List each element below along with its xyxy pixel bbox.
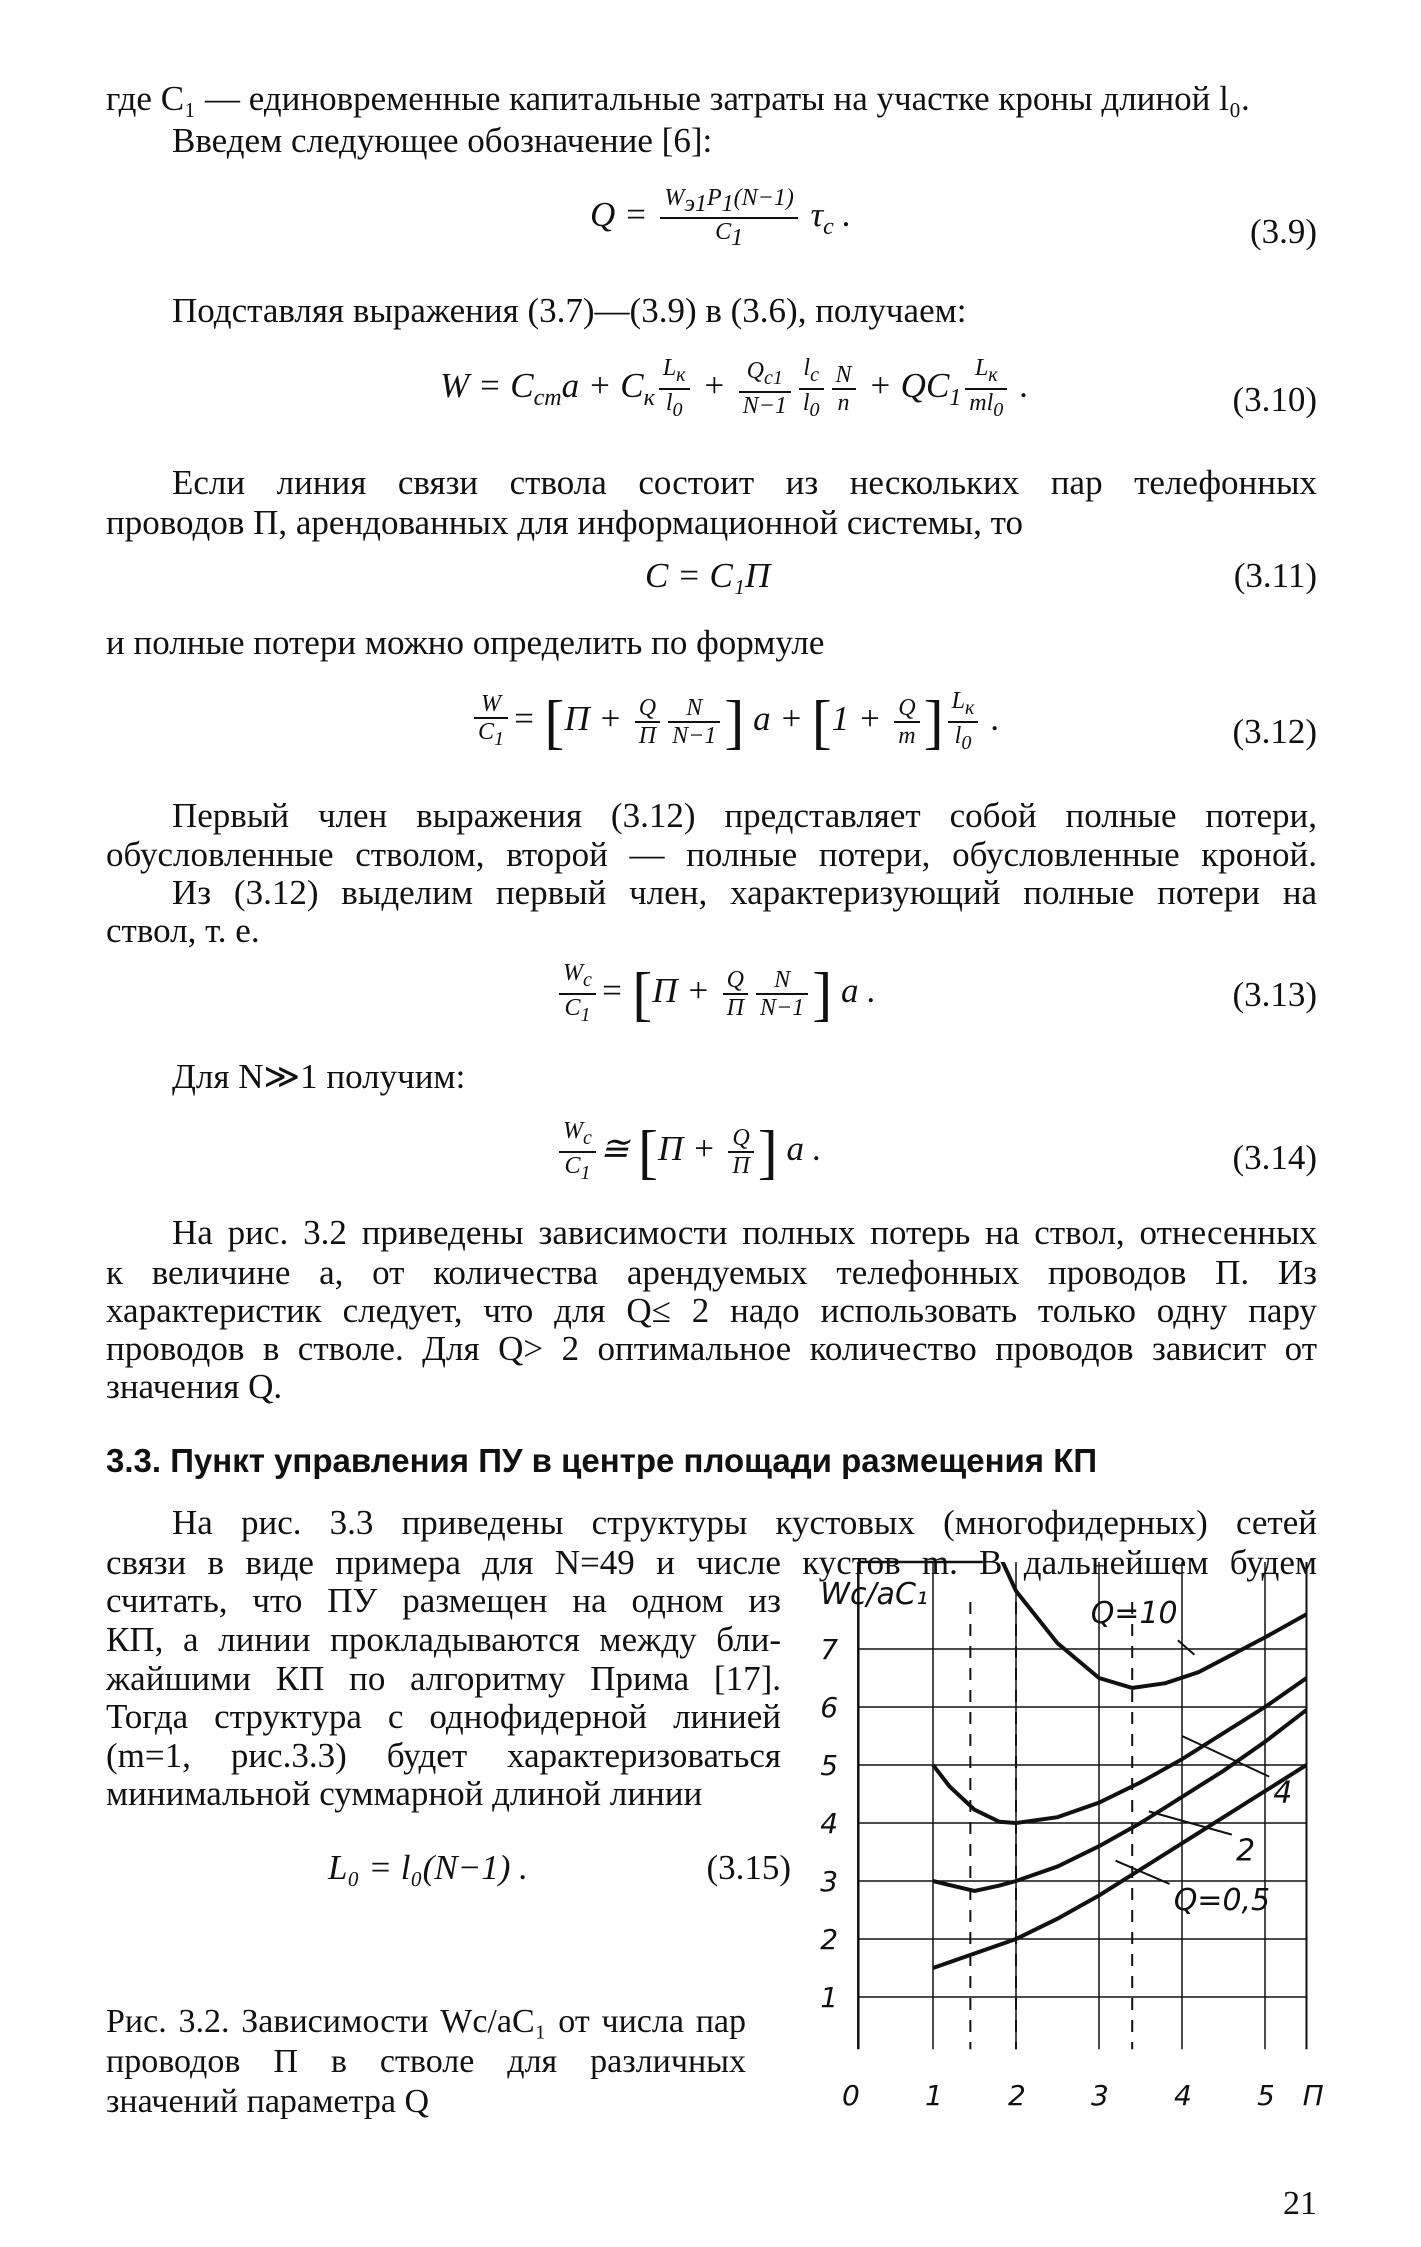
y-tick-label: 5 <box>820 1749 839 1782</box>
text-line: Подставляя выражения (3.7)—(3.9) в (3.6), получаем: <box>172 291 967 330</box>
equation-3-14: $\frac{W_c}{C_1}$ ≅ [П + $\frac{Q}{П}$ ] a . <box>555 1118 821 1186</box>
text-line: Тогда структура с однофидерной линией <box>106 1697 781 1736</box>
page-number: 21 <box>1283 2185 1317 2222</box>
equation-number: (3.14) <box>1232 1138 1317 1177</box>
text-line: Из (3.12) выделим первый член, характеризующий полные потери на <box>172 873 1317 912</box>
y-tick-label: 7 <box>820 1633 839 1666</box>
equation-number: (3.12) <box>1232 712 1317 751</box>
x-tick-label: 3 <box>1091 2079 1109 2112</box>
equation-3-10: $W = C_{ст}a + C_к$ $\frac{L_к}{l_0}$ + $\frac{Q_{c1}}{N-1}$ $\frac{l_c}{l_0}$ $\frac{N}{n}$ + $QC_1$ $\frac{L_к}{ml_0}$ . <box>440 355 1029 421</box>
x-tick-label: 4 <box>1174 2079 1192 2112</box>
equation-3-15: L₀ = l₀(N−1) . <box>328 1848 528 1887</box>
equation-number: (3.13) <box>1232 975 1317 1014</box>
text-line: минимальной суммарной длиной линии <box>106 1774 703 1813</box>
curve-label: Q=0,5 <box>1173 1883 1271 1918</box>
equation-number: (3.11) <box>1233 556 1317 595</box>
x-tick-label: 2 <box>1008 2079 1026 2112</box>
text-line: (m=1, рис.3.3) будет характеризоваться <box>106 1736 781 1775</box>
text-line: к величине a, от количества арендуемых телефонных проводов П. Из <box>106 1253 1317 1292</box>
text-line: где C₁ — единовременные капитальные затраты на участке кроны длиной l₀. <box>106 79 1250 118</box>
x-tick-label: 0 <box>842 2079 860 2112</box>
x-tick-label: 5 <box>1257 2079 1275 2112</box>
figure-caption: Рис. 3.2. Зависимости Wc/aC₁ от числа пар проводов П в стволе для различных значений параметра Q <box>106 2003 746 2120</box>
y-tick-label: 6 <box>820 1691 839 1724</box>
figure-3-2-chart <box>800 1577 1324 2115</box>
text-line: связи в виде примера для N=49 и числе кустов m. В дальнейшем будем <box>106 1543 1317 1582</box>
y-tick-label: 1 <box>820 1981 839 2014</box>
equation-3-12: $\frac{W}{C_1}$ = [П + $\frac{Q}{П}$ $\frac{N}{N-1}$ ] a + [1 + $\frac{Q}{m}$ ] $\frac{L_к}{l_0}$ . <box>470 688 1000 756</box>
text-line: значения Q. <box>106 1367 283 1406</box>
curve-label: Q=10 <box>1090 1595 1178 1631</box>
curve-label-leader <box>1178 1640 1195 1655</box>
y-tick-label: 4 <box>820 1807 839 1840</box>
y-axis-label: Wc/aC₁ <box>820 1577 928 1612</box>
text-line: Для N≫1 получим: <box>172 1057 466 1096</box>
equation-number: (3.10) <box>1232 380 1317 419</box>
text-line: и полные потери можно определить по формуле <box>106 623 825 662</box>
text-line: На рис. 3.3 приведены структуры кустовых (многофидерных) сетей <box>172 1503 1317 1542</box>
y-tick-label: 3 <box>820 1865 839 1898</box>
equation-number: (3.9) <box>1249 212 1317 251</box>
text-line: На рис. 3.2 приведены зависимости полных потерь на ствол, отнесенных <box>172 1213 1317 1252</box>
text-line: характеристик следует, что для Q≤ 2 надо использовать только одну пару <box>106 1291 1317 1330</box>
text-line: КП, а линии прокладываются между бли- <box>106 1620 781 1659</box>
text-line: проводов П, арендованных для информационной системы, то <box>106 503 1024 542</box>
text-line: Первый член выражения (3.12) представляет собой полные потери, <box>172 796 1317 835</box>
text-line: обусловленные стволом, второй — полные потери, обусловленные кроной. <box>106 835 1317 874</box>
text-line: Введем следующее обозначение [6]: <box>172 121 713 160</box>
text-line: ствол, т. е. <box>106 911 260 950</box>
curve-label: 4 <box>1273 1775 1293 1811</box>
text-line: Если линия связи ствола состоит из нескольких пар телефонных <box>172 463 1317 502</box>
equation-3-13: $\frac{W_c}{C_1}$ = [П + $\frac{Q}{П}$ $\frac{N}{N-1}$ ] a . <box>555 960 876 1028</box>
x-tick-label: 1 <box>925 2079 943 2112</box>
curve-label: 2 <box>1235 1833 1256 1869</box>
section-heading: 3.3. Пункт управления ПУ в центре площади размещения КП <box>106 1442 1098 1479</box>
equation-number: (3.15) <box>706 1848 791 1887</box>
y-tick-label: 2 <box>820 1923 839 1956</box>
text-line: жайшими КП по алгоритму Прима [17]. <box>106 1659 781 1698</box>
equation-3-11: C = C₁П <box>645 556 771 595</box>
equation-3-9: Q = $\frac{W_{э1}P_1(N-1)}{C_1}$ $\tau_c$ . <box>590 185 852 251</box>
text-line: проводов в стволе. Для Q> 2 оптимальное количество проводов зависит от <box>106 1329 1317 1368</box>
x-tick-label: П <box>1302 2079 1324 2112</box>
text-line: считать, что ПУ размещен на одном из <box>106 1581 781 1620</box>
